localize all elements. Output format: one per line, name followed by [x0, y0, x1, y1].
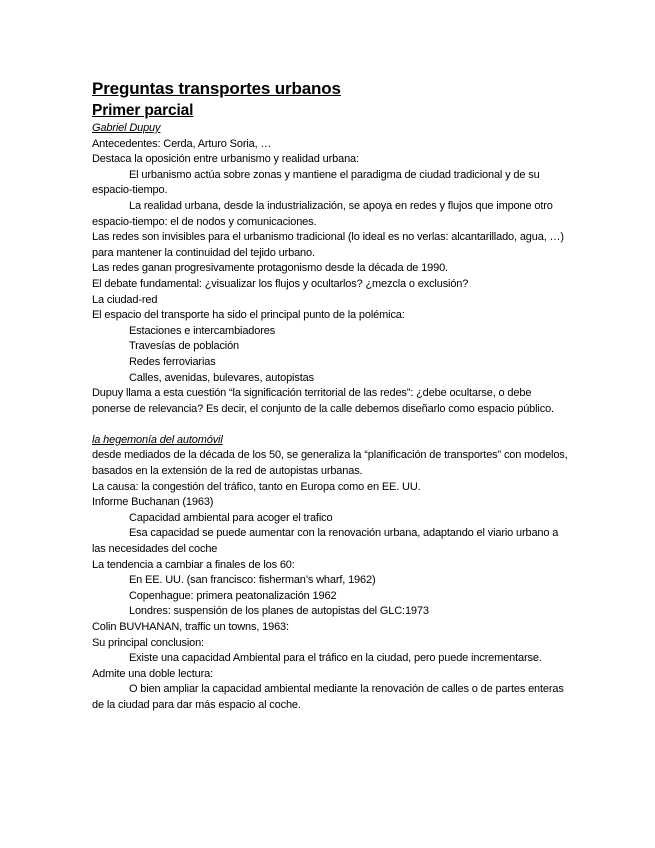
- paragraph: Esa capacidad se puede aumentar con la renovación urbana, adaptando el viario urbano a las necesidades del coche: [92, 527, 559, 556]
- section-title: Primer parcial: [92, 102, 194, 119]
- blank-line: [92, 417, 572, 433]
- paragraph: Existe una capacidad Ambiental para el tráfico en la ciudad, pero puede incrementarse.: [129, 652, 542, 665]
- paragraph: O bien ampliar la capacidad ambiental mediante la renovación de calles o de partes enteras de la ciudad para dar más espacio al coche.: [92, 683, 564, 711]
- paragraph: El espacio del transporte ha sido el principal punto de la polémica:: [92, 309, 405, 322]
- paragraph: Las redes ganan progresivamente protagonismo desde la década de 1990.: [92, 262, 448, 275]
- list-item: Copenhague: primera peatonalización 1962: [129, 589, 337, 602]
- list-item: Estaciones e intercambiadores: [129, 324, 276, 337]
- section-heading-hegemonia: la hegemonía del automóvil: [92, 433, 223, 446]
- paragraph: desde mediados de la década de los 50, se generaliza la “planificación de transportes” con modelos, basados en la extensión de la red de autopistas urbanas.: [92, 449, 568, 478]
- paragraph: Su principal conclusion:: [92, 636, 204, 649]
- paragraph: El urbanismo actúa sobre zonas y mantiene el paradigma de ciudad tradicional y de su espacio-tiempo.: [92, 168, 540, 197]
- paragraph: Dupuy llama a esta cuestión “la significación territorial de las redes”: ¿debe ocultarse, o debe ponerse de relevancia? Es decir, el conjunto de la calle debemos diseñarlo como espacio público.: [92, 387, 554, 415]
- list-item: En EE. UU. (san francisco: fisherman’s wharf, 1962): [129, 574, 376, 587]
- paragraph: La ciudad-red: [92, 293, 158, 306]
- paragraph: La tendencia a cambiar a finales de los 60:: [92, 558, 295, 571]
- paragraph: Destaca la oposición entre urbanismo y realidad urbana:: [92, 153, 359, 166]
- list-item: Londres: suspensión de los planes de autopistas del GLC:1973: [129, 605, 429, 618]
- paragraph: Antecedentes: Cerda, Arturo Soria, …: [92, 137, 272, 150]
- paragraph: El debate fundamental: ¿visualizar los flujos y ocultarlos? ¿mezcla o exclusión?: [92, 277, 469, 290]
- paragraph: Informe Buchanan (1963): [92, 496, 214, 509]
- paragraph: Colin BUVHANAN, traffic un towns, 1963:: [92, 621, 289, 633]
- list-item: Redes ferroviarias: [129, 355, 216, 368]
- document-title: Preguntas transportes urbanos: [92, 79, 341, 98]
- document-body: [92, 78, 572, 714]
- section-heading-dupuy: Gabriel Dupuy: [92, 122, 161, 134]
- paragraph: Admite una doble lectura:: [92, 667, 213, 680]
- list-item: Travesías de población: [129, 340, 240, 353]
- list-item: Capacidad ambiental para acoger el trafico: [129, 511, 333, 524]
- paragraph: Las redes son invisibles para el urbanismo tradicional (lo ideal es no verlas: alcantarillado, agua, …) para mantener la continuidad del tejido urbano.: [92, 231, 564, 259]
- list-item: Calles, avenidas, bulevares, autopistas: [129, 371, 314, 384]
- paragraph: La causa: la congestión del tráfico, tanto en Europa como en EE. UU.: [92, 480, 421, 493]
- paragraph: La realidad urbana, desde la industrialización, se apoya en redes y flujos que impone otro espacio-tiempo: el de nodos y comunicaciones.: [92, 199, 553, 228]
